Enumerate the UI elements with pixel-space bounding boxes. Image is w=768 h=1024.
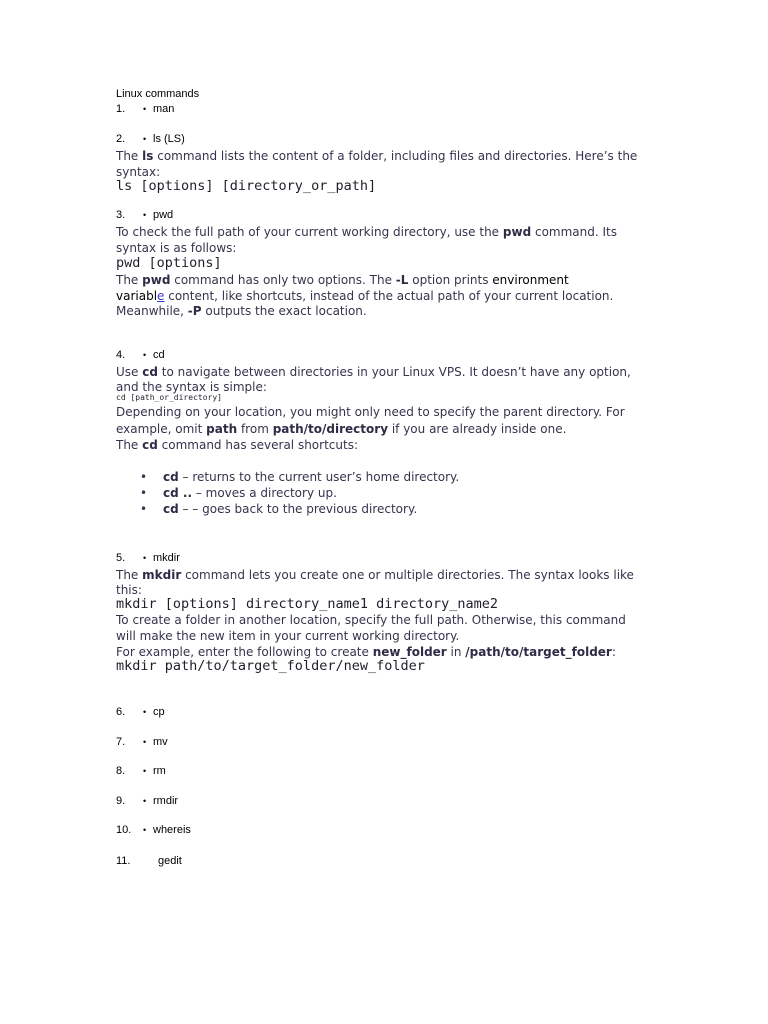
pwd-description-line: The pwd command has only two options. The -L option prints environment: [116, 273, 569, 287]
bullet-dot-icon: •: [140, 502, 148, 516]
list-item-mv: [116, 736, 168, 748]
bullet-glyph-icon: •: [143, 134, 147, 144]
item-number: 8.: [116, 765, 126, 777]
list-item-rmdir: [116, 795, 178, 807]
mkdir-description-line: For example, enter the following to create new_folder in /path/to/target_folder:: [116, 645, 616, 659]
environment-variable-link[interactable]: e: [157, 289, 165, 303]
list-item-ls: [116, 133, 185, 145]
item-label: rmdir: [153, 795, 179, 807]
mkdir-description-line: To create a folder in another location, specify the full path. Otherwise, this command: [116, 613, 626, 627]
list-item-rm: [116, 765, 166, 777]
item-number: 6.: [116, 706, 126, 718]
item-number: 7.: [116, 736, 126, 748]
bullet-glyph-icon: •: [143, 210, 147, 220]
doc-title: Linux commands: [116, 88, 200, 100]
bullet-dot-icon: •: [140, 470, 148, 484]
list-item-whereis: [116, 824, 191, 836]
cd-keyword: cd: [142, 365, 158, 379]
list-item-gedit: [116, 855, 182, 867]
item-number: 10.: [116, 824, 132, 836]
cd-description-line: Depending on your location, you might only need to specify the parent directory. For: [116, 405, 625, 419]
cd-shortcut-list: [116, 469, 459, 517]
ls-description-line: The ls command lists the content of a folder, including files and directories. Here’s the: [116, 149, 638, 163]
mkdir-description-line: will make the new item in your current working directory.: [116, 629, 460, 643]
cd-description-line: example, omit path from path/to/directory if you are already inside one.: [116, 422, 567, 436]
list-item-cp: [116, 706, 165, 718]
mkdir-description-line: The mkdir command lets you create one or multiple directories. The syntax looks like: [116, 568, 634, 582]
list-item-mkdir: [116, 552, 180, 564]
item-label: rm: [153, 765, 166, 777]
list-item-cd: [116, 349, 165, 361]
bullet-glyph-icon: •: [143, 553, 147, 563]
item-number: 3.: [116, 209, 126, 221]
pwd-description-line: variable content, like shortcuts, instead of the actual path of your current location.: [116, 289, 614, 303]
item-label: pwd: [153, 209, 174, 221]
mkdir-description-line: this:: [116, 583, 142, 597]
pwd-keyword: pwd: [502, 225, 532, 239]
ls-description-line: syntax:: [116, 165, 161, 179]
item-label: mv: [153, 736, 168, 748]
item-number: 5.: [116, 552, 126, 564]
mkdir-keyword: mkdir: [142, 568, 182, 582]
item-number: 9.: [116, 795, 126, 807]
ls-keyword: ls: [142, 149, 154, 163]
mkdir-syntax-code: mkdir [options] directory_name1 directory_name2: [116, 596, 499, 612]
list-item-man: [116, 103, 174, 115]
cd-description-line: Use cd to navigate between directories in your Linux VPS. It doesn’t have any option,: [116, 365, 631, 379]
item-label: ls (LS): [153, 133, 185, 145]
item-label: gedit: [158, 855, 182, 867]
list-item: • cd .. – moves a directory up.: [140, 486, 337, 500]
ls-syntax-code: ls [options] [directory_or_path]: [116, 178, 377, 194]
bullet-glyph-icon: •: [143, 104, 147, 114]
bullet-glyph-icon: •: [143, 737, 147, 747]
item-label: cp: [153, 706, 165, 718]
cd-syntax-code: cd [path_or_directory]: [116, 393, 222, 402]
item-label: cd: [153, 349, 165, 361]
item-label: man: [153, 103, 175, 115]
item-number: 2.: [116, 133, 126, 145]
item-label: whereis: [153, 824, 191, 836]
list-item: • cd – returns to the current user’s home directory.: [140, 470, 460, 484]
pwd-description-line: To check the full path of your current working directory, use the pwd command. Its: [116, 225, 617, 239]
bullet-glyph-icon: •: [143, 766, 147, 776]
list-item: • cd – – goes back to the previous directory.: [140, 502, 418, 516]
item-number: 1.: [116, 103, 126, 115]
list-item-pwd: [116, 209, 173, 221]
bullet-dot-icon: •: [140, 486, 148, 500]
pwd-syntax-code: pwd [options]: [116, 255, 222, 271]
pwd-description-line: Meanwhile, -P outputs the exact location.: [116, 304, 367, 318]
bullet-glyph-icon: •: [143, 350, 147, 360]
item-number: 4.: [116, 349, 126, 361]
bullet-glyph-icon: •: [143, 796, 147, 806]
bullet-glyph-icon: •: [143, 707, 147, 717]
bullet-glyph-icon: •: [143, 825, 147, 835]
mkdir-example-code: mkdir path/to/target_folder/new_folder: [116, 658, 425, 674]
item-number: 11.: [116, 855, 131, 867]
cd-description-line: The cd command has several shortcuts:: [116, 438, 358, 452]
pwd-description-line: syntax is as follows:: [116, 241, 237, 255]
item-label: mkdir: [153, 552, 180, 564]
cd-description-line: and the syntax is simple:: [116, 380, 267, 394]
